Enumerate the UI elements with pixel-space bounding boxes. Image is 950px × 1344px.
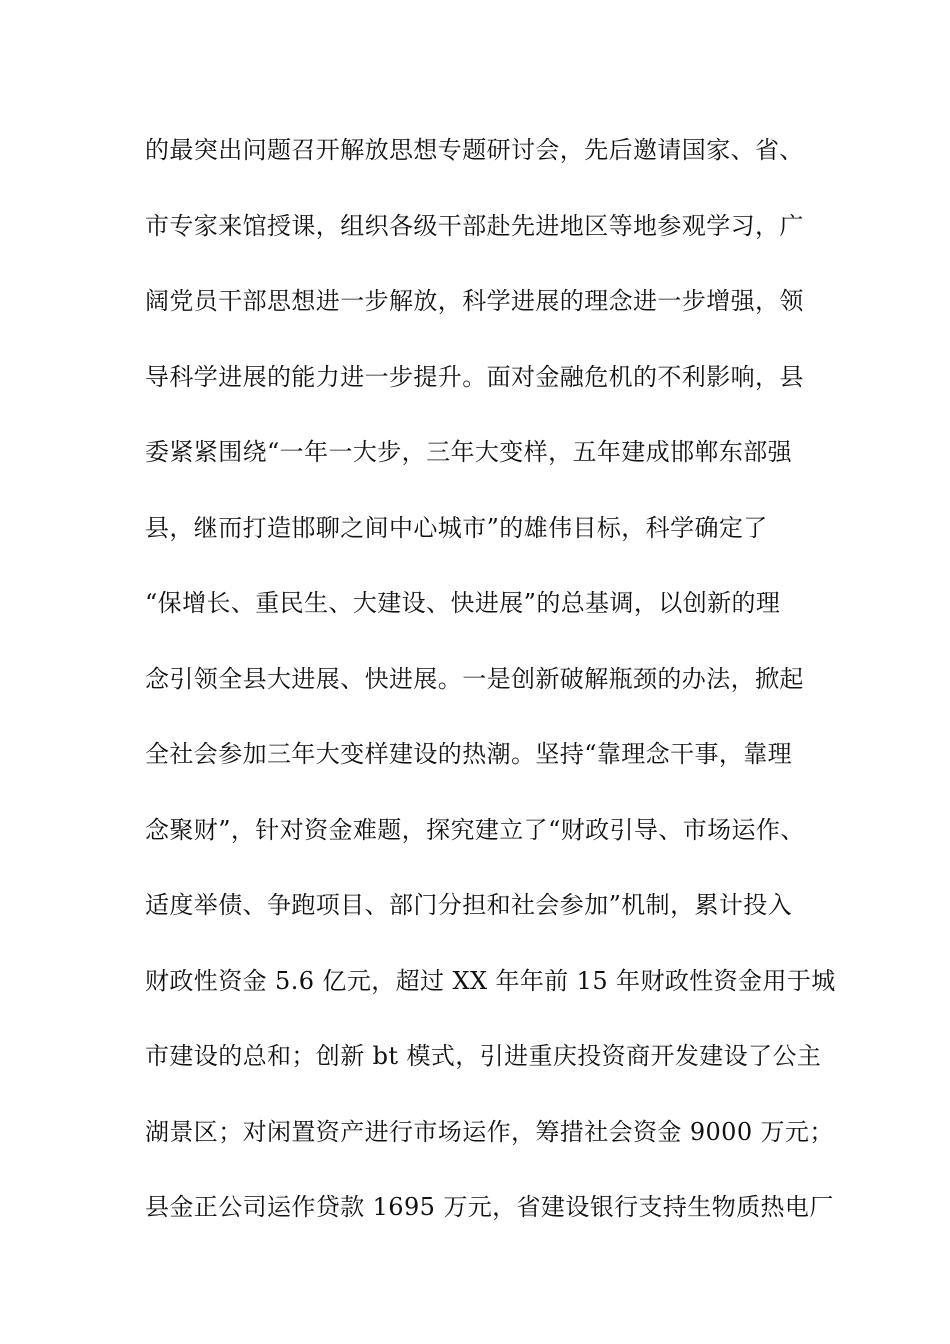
text-line: 市专家来馆授课，组织各级干部赴先进地区等地参观学习，广 (145, 211, 804, 240)
text-line: 适度举债、争跑项目、部门分担和社会参加”机制，累计投入 (145, 891, 793, 919)
text-line: 财政性资金 5.6 亿元，超过 XX 年年前 15 年财政性资金用于城 (145, 966, 836, 995)
text-line: 委紧紧围绕“一年一大步，三年大变样，五年建成邯郸东部强 (145, 438, 793, 466)
text-line: 阔党员干部思想进一步解放，科学进展的理念进一步增强，领 (145, 287, 804, 315)
text-line: 导科学进展的能力进一步提升。面对金融危机的不利影响，县 (145, 362, 804, 391)
text-line: 念聚财”，针对资金难题，探究建立了“财政引导、市场运作、 (145, 815, 805, 844)
text-line: “保增长、重民生、大建设、快进展”的总基调，以创新的理 (145, 589, 781, 617)
body-text (145, 132, 845, 1265)
text-line: 县，继而打造邯聊之间中心城市”的雄伟目标，科学确定了 (145, 513, 768, 542)
text-line: 的最突出问题召开解放思想专题研讨会，先后邀请国家、省、 (145, 136, 804, 164)
text-line: 念引领全县大进展、快进展。一是创新破解瓶颈的办法，掀起 (145, 664, 804, 693)
text-line: 湖景区；对闲置资产进行市场运作，筹措社会资金 9000 万元； (145, 1117, 834, 1146)
text-line: 全社会参加三年大变样建设的热潮。坚持“靠理念干事，靠理 (145, 740, 793, 768)
text-line: 市建设的总和；创新 bt 模式，引进重庆投资商开发建设了公主 (145, 1042, 822, 1070)
text-line: 县金正公司运作贷款 1695 万元，省建设银行支持生物质热电厂 (145, 1193, 834, 1221)
